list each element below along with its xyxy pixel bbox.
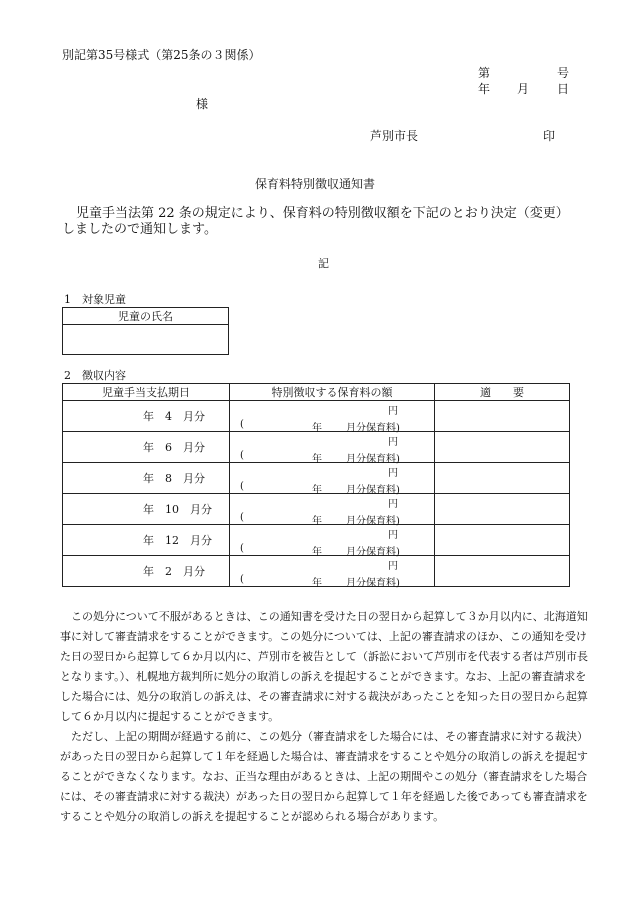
number-label-go: 号 (557, 66, 570, 80)
issuer-name: 芦別市長 (370, 129, 419, 143)
yen-unit: 円 (388, 437, 398, 448)
collection-table (62, 383, 570, 587)
date-month-label: 月 (517, 82, 530, 96)
section2-heading: 2 徴収内容 (64, 369, 126, 382)
table-row (63, 556, 570, 587)
yen-unit: 円 (388, 561, 398, 572)
header-amount: 特別徴収する保育料の額 (230, 384, 435, 401)
fee-period: ( 年 月分保育料) (240, 419, 400, 434)
amount-cell[interactable] (230, 494, 435, 525)
appeal-paragraph-2: ただし、上記の期間が経過する前に、この処分（審査請求をした場合には、その審査請求に対する裁決）があった日の翌日から起算して１年を経過した場合は、審査請求をすることや処分の取消しの訴えを提起することができなくなります。なお、正当な理由があるときは、上記の期間やこの処分（審査請求をした場合には、その審査請求に対する裁決）があった日の翌日から起算して１年を経過した後であっても審査請求をすることや処分の取消しの訴えを提起することが認められる場合があります。 (60, 730, 588, 823)
form-header: 別記第35号様式（第25条の３関係） (62, 48, 261, 62)
addressee-suffix: 様 (196, 97, 209, 111)
child-name-table (62, 307, 229, 355)
fee-period: ( 年 月分保育料) (240, 574, 400, 589)
yen-unit: 円 (388, 499, 398, 510)
amount-cell[interactable] (230, 525, 435, 556)
document-title: 保育料特別徴収通知書 (254, 177, 375, 191)
ki-label: 記 (318, 257, 329, 270)
remarks-cell[interactable] (435, 432, 570, 463)
fee-period: ( 年 月分保育料) (240, 543, 400, 558)
remarks-cell[interactable] (435, 463, 570, 494)
header-due-date: 児童手当支払期日 (63, 384, 230, 401)
table-row (63, 463, 570, 494)
fee-period: ( 年 月分保育料) (240, 450, 400, 465)
due-date-cell: 年 10 月分 (63, 494, 230, 525)
due-date-cell: 年 6 月分 (63, 432, 230, 463)
due-date-cell: 年 8 月分 (63, 463, 230, 494)
yen-unit: 円 (388, 530, 398, 541)
table-row (63, 401, 570, 432)
amount-cell[interactable] (230, 401, 435, 432)
fee-period: ( 年 月分保育料) (240, 512, 400, 527)
amount-cell[interactable] (230, 463, 435, 494)
child-name-field[interactable] (63, 325, 229, 355)
fee-period: ( 年 月分保育料) (240, 481, 400, 496)
date-year-label: 年 (478, 82, 491, 96)
due-date-cell: 年 2 月分 (63, 556, 230, 587)
date-day-label: 日 (557, 82, 570, 96)
due-date-cell: 年 4 月分 (63, 401, 230, 432)
yen-unit: 円 (388, 406, 398, 417)
appeal-paragraph-1: この処分について不服があるときは、この通知書を受けた日の翌日から起算して３か月以内に、北海道知事に対して審査請求をすることができます。この処分については、上記の審査請求のほか、この通知を受けた日の翌日から起算して６か月以内に、芦別市を被告として（訴訟において芦別市を代表する者は芦別市長となります。）、札幌地方裁判所に処分の取消しの訴えを提起することができます。なお、上記の審査請求をした場合には、処分の取消しの訴えは、その審査請求に対する裁決があったことを知った日の翌日から起算して６か月以内に提起することができます。 (60, 610, 588, 723)
amount-cell[interactable] (230, 432, 435, 463)
intro-line-1: 児童手当法第 22 条の規定により、保育料の特別徴収額を下記のとおり決定（変更） (76, 206, 569, 221)
remarks-cell[interactable] (435, 401, 570, 432)
remarks-cell[interactable] (435, 525, 570, 556)
amount-cell[interactable] (230, 556, 435, 587)
table-row (63, 494, 570, 525)
table-row (63, 525, 570, 556)
remarks-cell[interactable] (435, 556, 570, 587)
seal-mark: 印 (543, 129, 556, 143)
remarks-cell[interactable] (435, 494, 570, 525)
number-label-dai: 第 (478, 66, 491, 80)
due-date-cell: 年 12 月分 (63, 525, 230, 556)
appeal-notice (60, 607, 595, 827)
header-remarks: 適 要 (435, 384, 570, 401)
section1-heading: 1 対象児童 (64, 293, 126, 306)
intro-line-2: しましたので通知します。 (62, 222, 217, 237)
child-name-header: 児童の氏名 (63, 308, 229, 325)
table-row (63, 432, 570, 463)
yen-unit: 円 (388, 468, 398, 479)
